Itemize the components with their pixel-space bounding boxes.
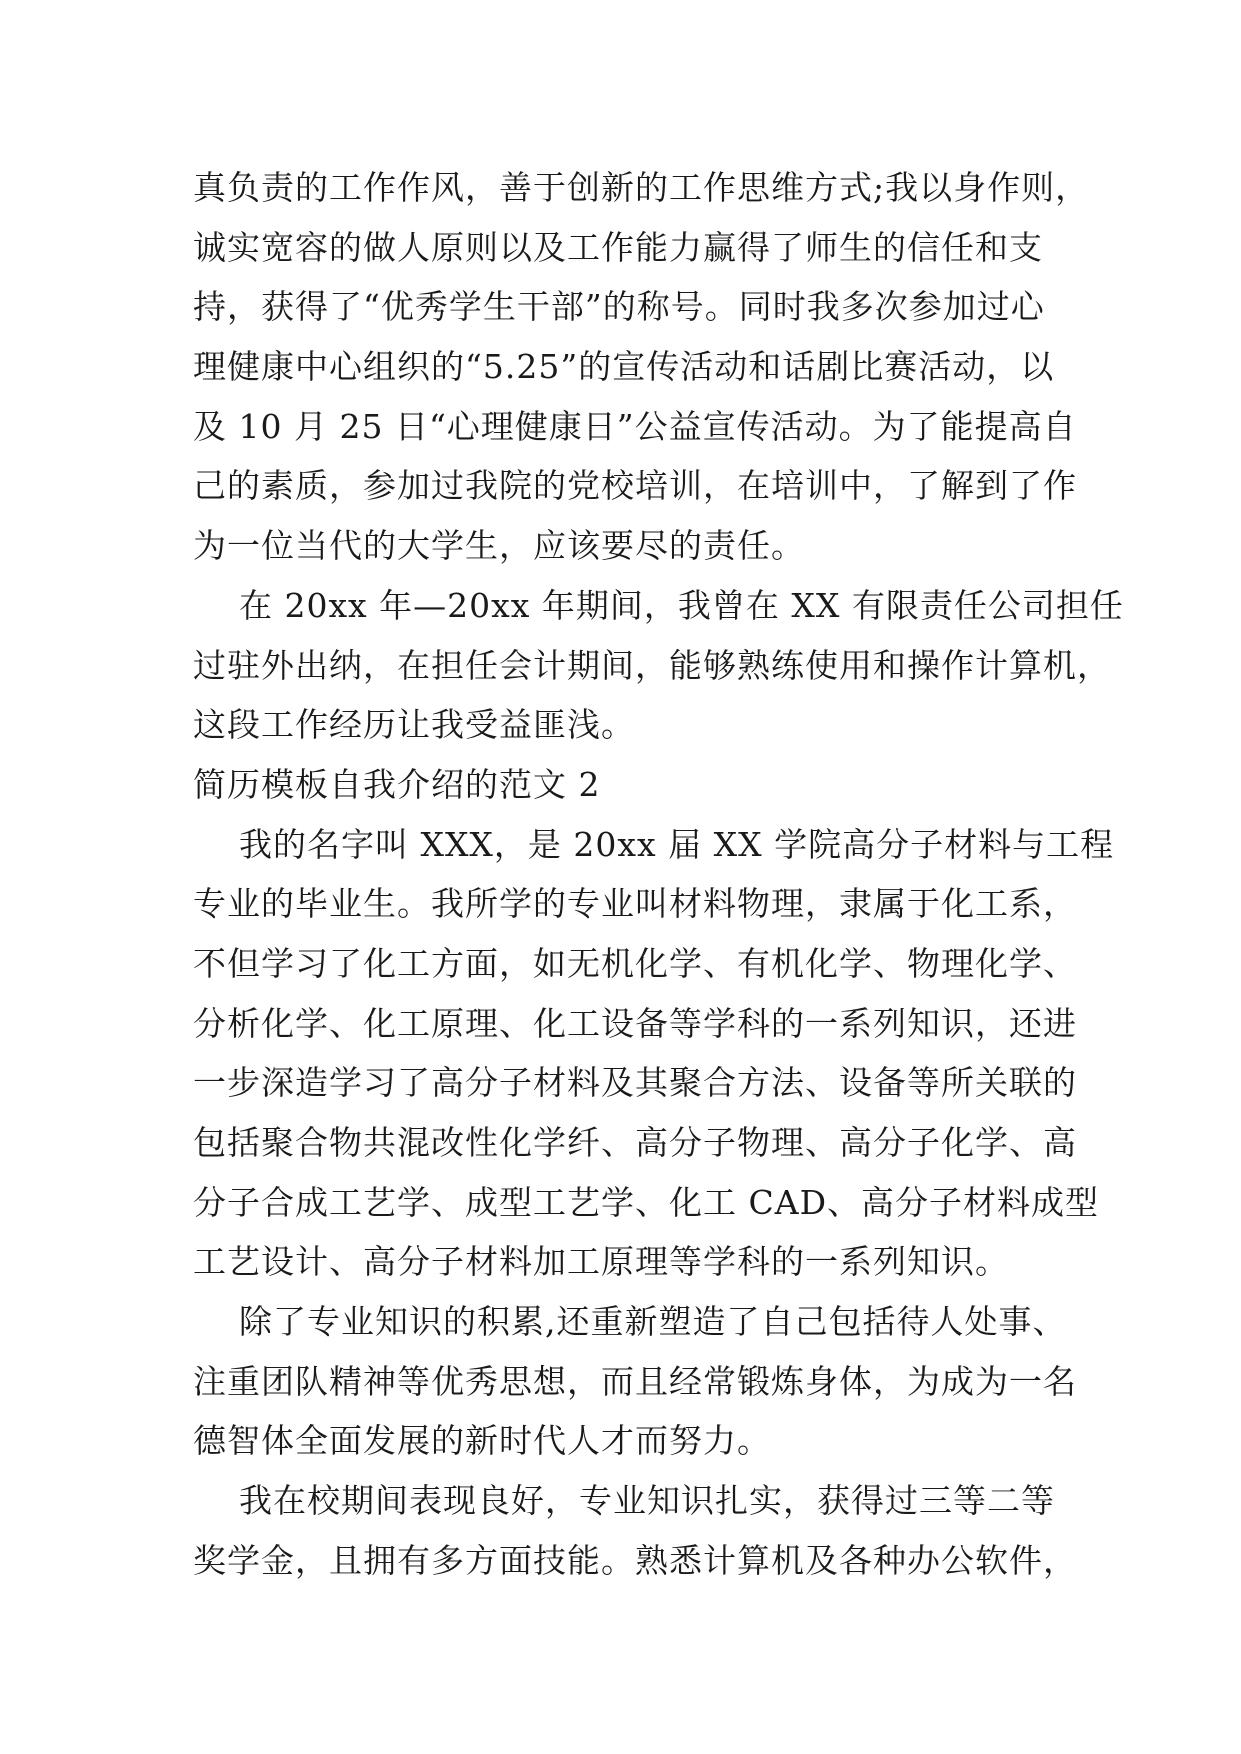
text-line: 分析化学、化工原理、化工设备等学科的一系列知识，还进 [193,1003,1077,1043]
section-heading: 简历模板自我介绍的范文 2 [193,764,601,804]
text-line: 理健康中心组织的“5.25”的宣传活动和话剧比赛活动，以 [193,347,1055,387]
text-line: 为一位当代的大学生，应该要尽的责任。 [193,526,805,566]
text-line: 持，获得了“优秀学生干部”的称号。同时我多次参加过心 [193,287,1045,327]
text-line: 工艺设计、高分子材料加工原理等学科的一系列知识。 [193,1242,1009,1282]
text-line: 奖学金，且拥有多方面技能。熟悉计算机及各种办公软件， [193,1540,1077,1580]
text-line: 及 10 月 25 日“心理健康日”公益宣传活动。为了能提高自 [193,406,1077,446]
text-line: 德智体全面发展的新时代人才而努力。 [193,1421,771,1461]
text-line: 过驻外出纳，在担任会计期间，能够熟练使用和操作计算机， [193,645,1111,685]
text-line: 注重团队精神等优秀思想，而且经常锻炼身体，为成为一名 [193,1361,1077,1401]
text-line: 己的素质，参加过我院的党校培训，在培训中，了解到了作 [193,466,1077,506]
text-line: 除了专业知识的积累,还重新塑造了自己包括待人处事、 [193,1302,1067,1342]
text-line: 诚实宽容的做人原则以及工作能力赢得了师生的信任和支 [193,227,1043,267]
text-line: 专业的毕业生。我所学的专业叫材料物理，隶属于化工系， [193,884,1077,924]
text-line: 不但学习了化工方面，如无机化学、有机化学、物理化学、 [193,943,1077,983]
document-body [193,158,1124,1591]
text-line: 我在校期间表现良好，专业知识扎实，获得过三等二等 [193,1481,1055,1521]
text-line: 包括聚合物共混改性化学纤、高分子物理、高分子化学、高 [193,1123,1077,1162]
text-line: 这段工作经历让我受益匪浅。 [193,705,635,745]
text-line: 分子合成工艺学、成型工艺学、化工 CAD、高分子材料成型 [193,1182,1100,1222]
text-line: 我的名字叫 XXX，是 20xx 届 XX 学院高分子材料与工程 [193,824,1115,864]
text-line: 一步深造学习了高分子材料及其聚合方法、设备等所关联的 [193,1063,1077,1103]
text-line: 在 20xx 年—20xx 年期间，我曾在 XX 有限责任公司担任 [193,585,1124,625]
text-line: 真负责的工作作风，善于创新的工作思维方式;我以身作则， [193,168,1090,207]
